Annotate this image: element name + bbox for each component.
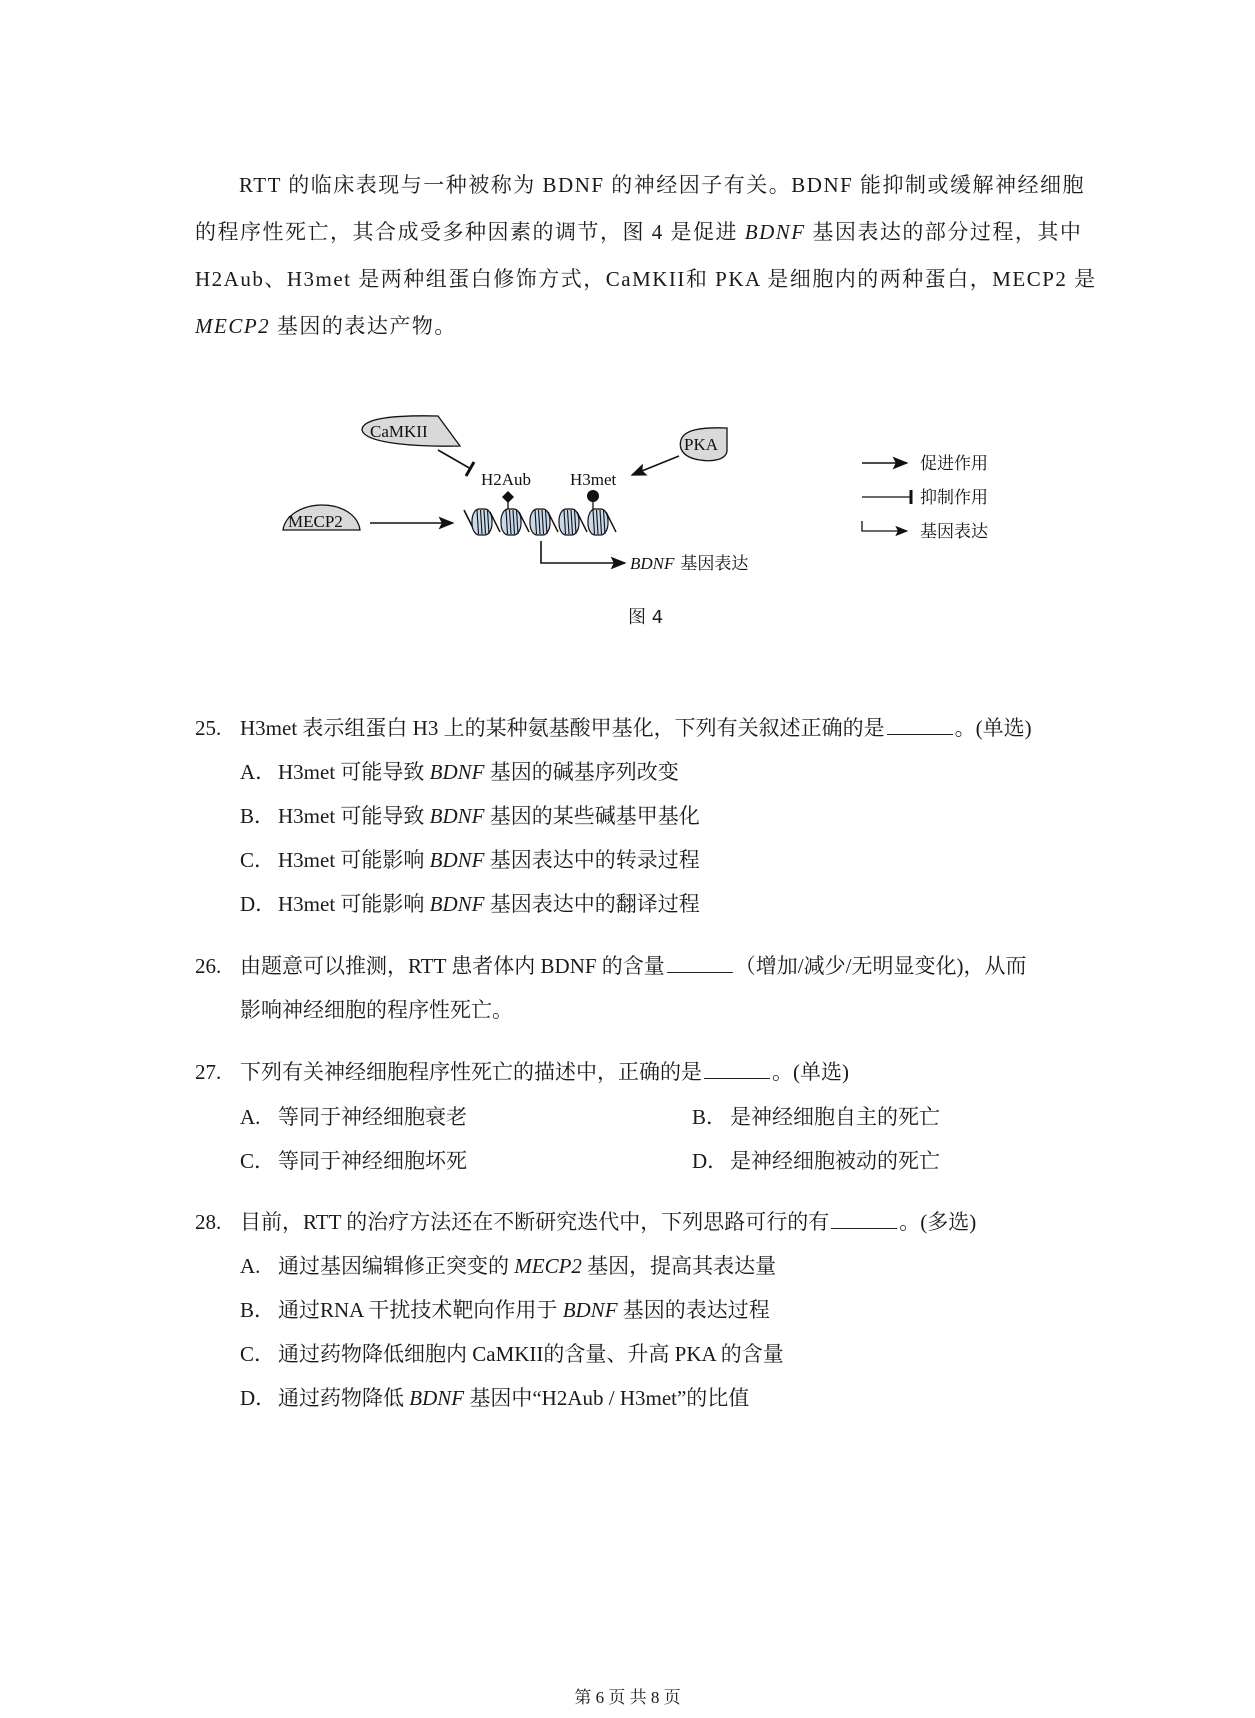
pka-promote-arrow <box>632 456 679 475</box>
gene-name: MECP2 <box>514 1254 582 1278</box>
option-letter: D． <box>692 1149 729 1173</box>
gene-name: BDNF <box>409 1386 465 1410</box>
mecp2-label: MECP2 <box>288 512 343 531</box>
question-number: 28. <box>195 1210 222 1234</box>
gene-name: BDNF <box>429 848 485 872</box>
bdnf-expression-label <box>630 554 748 574</box>
question-26 <box>195 950 1026 980</box>
h3met-circle-icon <box>587 490 599 502</box>
page-number-footer: 第 6 页 共 8 页 <box>574 1688 681 1707</box>
answer-blank[interactable] <box>667 956 733 973</box>
option-text: 基因中“H2Aub / H3met”的比值 <box>464 1386 750 1410</box>
intro-line-2-pre: 的程序性死亡，其合成受多种因素的调节，图 4 是促进 <box>195 220 745 244</box>
option-25-d[interactable] <box>240 888 700 918</box>
pka-label: PKA <box>684 435 719 454</box>
chromatin-fiber <box>464 509 616 535</box>
mecp2-node <box>283 505 360 531</box>
gene-name: BDNF <box>429 892 485 916</box>
question-type: 。(多选) <box>899 1210 977 1234</box>
option-27-c[interactable] <box>240 1145 467 1175</box>
option-25-b[interactable] <box>240 800 700 830</box>
h3met-label: H3met <box>570 470 617 489</box>
option-text: 通过RNA 干扰技术靶向作用于 <box>278 1298 563 1322</box>
nucleosome <box>501 509 521 535</box>
gene-name-mecp2: MECP2 <box>195 314 271 338</box>
option-letter: D． <box>240 892 277 916</box>
option-27-a[interactable] <box>240 1101 467 1131</box>
h2aub-label: H2Aub <box>481 470 532 489</box>
nucleosome <box>559 509 579 535</box>
bdnf-expression-gene: BDNF <box>630 554 675 573</box>
question-text: 下列有关神经细胞程序性死亡的描述中，正确的是 <box>240 1060 702 1084</box>
nucleosome <box>588 509 608 535</box>
legend-item-expression <box>862 521 988 542</box>
legend-expression-arrow-icon <box>862 521 907 531</box>
option-text: H3met 可能影响 <box>278 892 430 916</box>
question-number: 27. <box>195 1060 222 1084</box>
option-28-a[interactable] <box>240 1250 776 1280</box>
legend-label-promote: 促进作用 <box>920 454 988 474</box>
legend <box>862 454 988 542</box>
nucleosome <box>472 509 492 535</box>
option-text: 通过药物降低细胞内 CaMKII的含量、升高 PKA 的含量 <box>278 1342 784 1366</box>
option-text: 是神经细胞被动的死亡 <box>730 1149 940 1173</box>
gene-name: BDNF <box>429 760 485 784</box>
question-text: H3met 表示组蛋白 H3 上的某种氨基酸甲基化，下列有关叙述正确的是 <box>240 716 885 740</box>
inhibit-bar-icon <box>466 462 474 476</box>
option-text: H3met 可能导致 <box>278 804 430 828</box>
option-28-c[interactable] <box>240 1338 784 1368</box>
option-text: 基因表达中的转录过程 <box>484 848 700 872</box>
camkii-label: CaMKII <box>370 422 428 441</box>
figure-4-diagram <box>0 0 1255 640</box>
nucleosome <box>530 509 550 535</box>
question-type: 。(单选) <box>954 716 1032 740</box>
option-letter: C． <box>240 1342 276 1366</box>
option-letter: D． <box>240 1386 277 1410</box>
option-letter: A． <box>240 760 277 784</box>
option-27-b[interactable] <box>692 1101 940 1131</box>
question-number: 25. <box>195 716 222 740</box>
question-text: 由题意可以推测，RTT 患者体内 BDNF 的含量 <box>240 954 665 978</box>
question-25 <box>195 712 1032 742</box>
legend-item-inhibit <box>862 488 988 508</box>
legend-label-expression: 基因表达 <box>920 522 988 542</box>
option-text: H3met 可能影响 <box>278 848 430 872</box>
option-letter: A. <box>240 1254 261 1278</box>
option-text: 通过药物降低 <box>278 1386 410 1410</box>
gene-name-bdnf: BDNF <box>744 220 806 244</box>
intro-line-4-post: 基因的表达产物。 <box>270 314 457 338</box>
option-28-d[interactable] <box>240 1382 749 1412</box>
option-28-b[interactable] <box>240 1294 770 1324</box>
question-26-continuation: 影响神经细胞的程序性死亡。 <box>240 998 513 1022</box>
option-text: 等同于神经细胞衰老 <box>278 1105 467 1129</box>
camkii-inhibit-line <box>438 450 471 469</box>
question-28 <box>195 1206 976 1236</box>
intro-line-2-post: 基因表达的部分过程，其中 <box>805 220 1083 244</box>
option-letter: A. <box>240 1105 261 1129</box>
question-27 <box>195 1056 849 1086</box>
question-number: 26. <box>195 954 222 978</box>
intro-line-1: RTT 的临床表现与一种被称为 BDNF 的神经因子有关。BDNF 能抑制或缓解神经细胞 <box>239 173 1086 197</box>
option-text: 基因的某些碱基甲基化 <box>484 804 700 828</box>
option-letter: B． <box>240 804 276 828</box>
bdnf-expression-text: 基因表达 <box>680 554 749 574</box>
legend-item-promote <box>862 454 988 474</box>
answer-blank[interactable] <box>704 1062 770 1079</box>
option-25-c[interactable] <box>240 844 700 874</box>
figure-caption: 图 4 <box>628 607 664 628</box>
question-type: 。(单选) <box>772 1060 849 1084</box>
option-text: 基因的表达过程 <box>617 1298 770 1322</box>
option-text: H3met 可能导致 <box>278 760 430 784</box>
option-text: 通过基因编辑修正突变的 <box>278 1254 515 1278</box>
option-text: 基因表达中的翻译过程 <box>484 892 700 916</box>
option-27-d[interactable] <box>692 1145 940 1175</box>
legend-label-inhibit: 抑制作用 <box>920 488 988 508</box>
option-text: 是神经细胞自主的死亡 <box>730 1105 940 1129</box>
option-text: 基因，提高其表达量 <box>581 1254 777 1278</box>
camkii-node <box>362 416 460 446</box>
option-letter: C． <box>240 1149 276 1173</box>
option-letter: C． <box>240 848 276 872</box>
gene-name: BDNF <box>562 1298 618 1322</box>
answer-blank[interactable] <box>887 718 953 735</box>
question-text: 目前，RTT 的治疗方法还在不断研究迭代中，下列思路可行的有 <box>240 1210 830 1234</box>
h2aub-diamond-icon <box>502 491 514 503</box>
pka-node <box>680 428 727 461</box>
answer-blank[interactable] <box>831 1212 897 1229</box>
option-text: 等同于神经细胞坏死 <box>278 1149 467 1173</box>
gene-name: BDNF <box>429 804 485 828</box>
question-text-post: （增加/减少/无明显变化)，从而 <box>734 954 1027 978</box>
bdnf-expression-arrow <box>541 541 625 563</box>
option-letter: B． <box>240 1298 276 1322</box>
option-text: 基因的碱基序列改变 <box>484 760 679 784</box>
option-25-a[interactable] <box>240 756 679 786</box>
intro-line-3: H2Aub、H3met 是两种组蛋白修饰方式，CaMKII和 PKA 是细胞内的两种蛋白，MECP2 是 <box>195 267 1097 291</box>
option-letter: B． <box>692 1105 728 1129</box>
